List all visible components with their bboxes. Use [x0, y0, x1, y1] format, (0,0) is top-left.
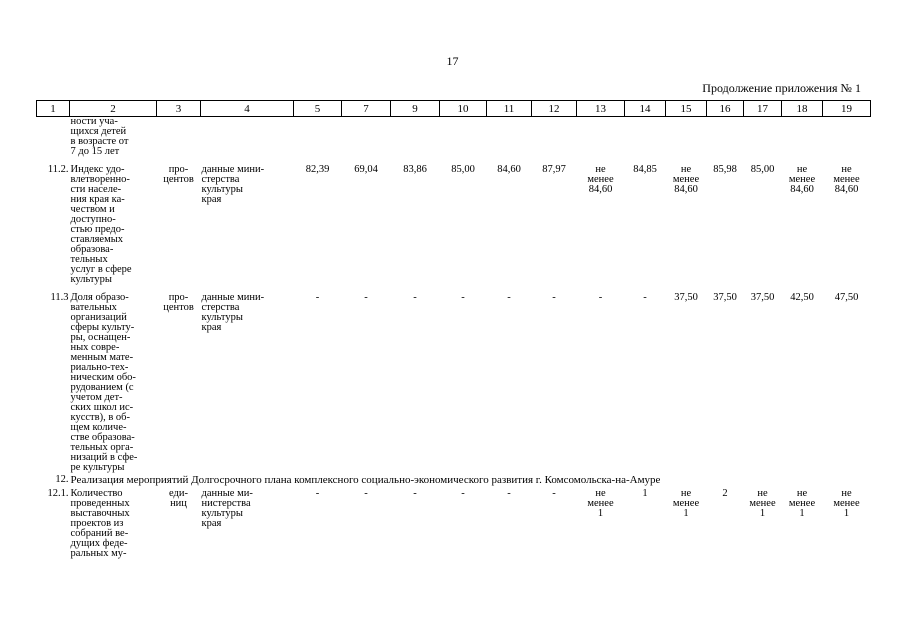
value-cell: - — [315, 488, 320, 499]
indicators-table — [36, 100, 871, 559]
row-number: 12. — [55, 474, 69, 485]
value-cell: 85,00 — [750, 164, 775, 175]
indicator-name: Индекс удо- влетвореннo- сти населе- ния края ка- чеством и доступно- стью предо- ставляемых образова- тельных услуг в сфере культуры — [70, 164, 132, 285]
value-cell: - — [364, 292, 368, 303]
value-cell: 85,00 — [451, 164, 475, 175]
indicator-name: Количество проведенных выставочных проектов из собраний ве- дущих феде- ральных му- — [70, 488, 130, 559]
value-cell: 82,39 — [305, 164, 330, 175]
value-cell: не менее 84,60 — [587, 164, 614, 195]
value-cell: - — [461, 292, 465, 303]
value-cell: 47,50 — [834, 292, 859, 303]
value-cell: 69,04 — [354, 164, 378, 175]
section-row — [37, 473, 871, 489]
value-cell: 37,50 — [674, 292, 698, 303]
indicator-name: ности уча- щихся детей в возрасте от 7 до 15 лет — [70, 116, 129, 157]
table-row — [37, 489, 871, 559]
column-number: 9 — [391, 101, 440, 117]
column-number: 15 — [666, 101, 707, 117]
value-cell: - — [643, 292, 647, 303]
column-number: 2 — [70, 101, 157, 117]
value-cell: 37,50 — [713, 292, 737, 303]
value-cell: не менее 84,60 — [833, 164, 860, 195]
value-cell: 42,50 — [790, 292, 814, 303]
column-number: 14 — [625, 101, 666, 117]
value-cell: не менее 1 — [749, 488, 776, 519]
column-number: 7 — [342, 101, 391, 117]
continuation-caption: Продолжение приложения № 1 — [702, 81, 861, 95]
column-number: 13 — [577, 101, 625, 117]
page-number: 17 — [446, 54, 459, 68]
unit: еди- ниц — [169, 488, 188, 509]
column-number: 10 — [440, 101, 487, 117]
value-cell: 84,60 — [497, 164, 521, 175]
unit: про- центов — [163, 164, 194, 185]
value-cell: - — [552, 488, 556, 499]
value-cell: не менее 1 — [788, 488, 816, 519]
column-number: 19 — [823, 101, 871, 117]
table-row — [37, 117, 871, 158]
value-cell: - — [461, 488, 465, 499]
table-row — [37, 293, 871, 473]
value-cell: 1 — [642, 488, 648, 499]
column-number: 12 — [532, 101, 577, 117]
data-source: данные мини- стерства культуры края — [201, 164, 265, 205]
value-cell: - — [507, 292, 511, 303]
row-number: 12.1. — [47, 488, 69, 499]
table-row — [37, 165, 871, 285]
value-cell: не менее 84,60 — [672, 164, 700, 195]
value-cell: 87,97 — [542, 164, 566, 175]
value-cell: не менее 1 — [587, 488, 614, 519]
column-number: 11 — [487, 101, 532, 117]
value-cell: не менее 1 — [833, 488, 860, 519]
section-title: Реализация мероприятий Долгосрочного плана комплексного социально-экономического развития г. Комсомольска-на-Амуре — [70, 474, 661, 486]
value-cell: - — [413, 292, 417, 303]
value-cell: - — [507, 488, 511, 499]
column-number: 5 — [294, 101, 342, 117]
value-cell: - — [552, 292, 556, 303]
column-number: 3 — [157, 101, 201, 117]
indicator-name: Доля образо- вательных организаций сферы культу- ры, оснащен- ных совре- менным мате- риально-тех- ническим обо- рудованием (с учетом дет- ских школ ис- кусств), в об- щем количе- стве образова- тельных орга- низаций в сфе- ре культуры — [70, 292, 138, 473]
column-number: 18 — [782, 101, 823, 117]
data-source: данные ми- нистерства культуры края — [201, 488, 253, 529]
value-cell: 85,98 — [713, 164, 737, 175]
value-cell: 37,50 — [750, 292, 775, 303]
value-cell: - — [315, 292, 320, 303]
data-source: данные мини- стерства культуры края — [201, 292, 265, 333]
value-cell: - — [413, 488, 417, 499]
column-number: 17 — [744, 101, 782, 117]
column-number-row — [37, 101, 871, 117]
column-number: 1 — [37, 101, 70, 117]
column-number: 4 — [201, 101, 294, 117]
unit: про- центов — [163, 292, 194, 313]
row-number: 11.2. — [47, 164, 69, 175]
value-cell: - — [598, 292, 603, 303]
value-cell: - — [364, 488, 368, 499]
value-cell: 2 — [722, 488, 728, 499]
value-cell: 84,85 — [633, 164, 657, 175]
value-cell: не менее 84,60 — [788, 164, 816, 195]
column-number: 16 — [707, 101, 744, 117]
row-number: 11.3 — [50, 292, 69, 303]
value-cell: 83,86 — [403, 164, 427, 175]
value-cell: не менее 1 — [672, 488, 700, 519]
